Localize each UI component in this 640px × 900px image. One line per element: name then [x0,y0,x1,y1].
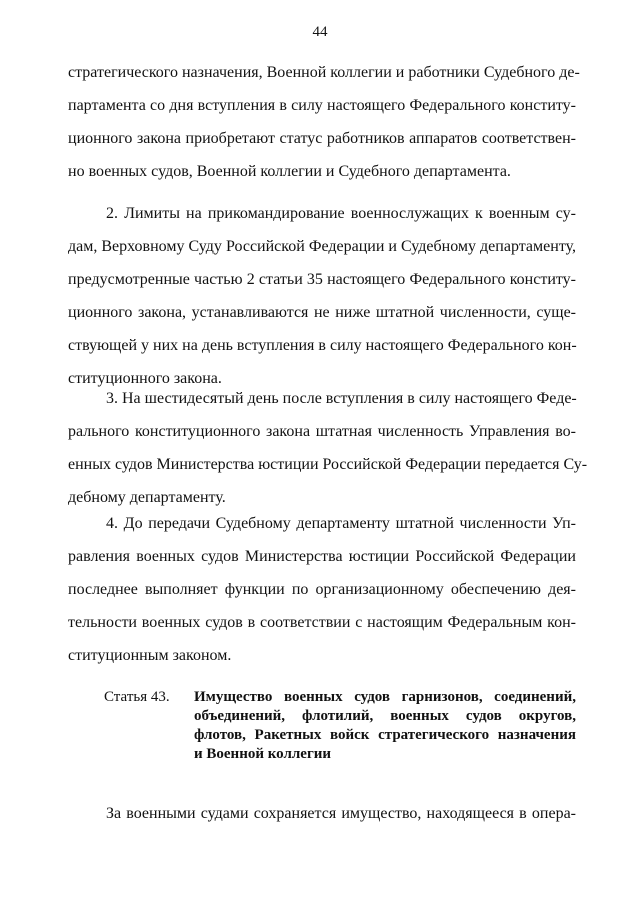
paragraph-line: енных судов Министерства юстиции Российской Федерации передается Су- [68,456,588,473]
paragraph-line: стратегического назначения, Военной коллегии и работники Судебного де- [68,64,580,81]
article-title-line: и Военной коллегии [194,746,332,762]
paragraph-line: дебному департаменту. [68,489,226,506]
paragraph-4 [68,507,576,672]
paragraph-5 [68,797,576,830]
article-title-line: флотов, Ракетных войск стратегического назначения [194,727,576,743]
paragraph-line: ституционным законом. [68,647,232,664]
paragraph-line: последнее выполняет функции по организационному обеспечению дея- [68,581,576,598]
paragraph-line: ционного закона приобретают статус работников аппаратов соответствен- [68,130,576,147]
paragraph-line: тельности военных судов в соответствии с настоящим Федеральным кон- [68,614,576,631]
page-number: 44 [312,24,328,40]
article-title-line: Имущество военных судов гарнизонов, соединений, [194,689,576,705]
paragraph-line: За военными судами сохраняется имущество, находящееся в опера- [106,805,576,822]
paragraph-line: ствующей у них на день вступления в силу настоящего Федерального кон- [68,337,577,354]
paragraph-line: 4. До передачи Судебному департаменту штатной численности Уп- [106,515,576,532]
paragraph-line: равления военных судов Министерства юстиции Российской Федерации [68,548,576,565]
paragraph-line: рального конституционного закона штатная численность Управления во- [68,423,576,440]
paragraph-line: ционного закона, устанавливаются не ниже штатной численности, суще- [68,304,576,321]
paragraph-line: партамента со дня вступления в силу настоящего Федерального конститу- [68,97,576,114]
article-title-line: объединений, флотилий, военных судов округов, [194,708,576,724]
paragraph-line: ституционного закона. [68,370,222,387]
paragraph-line: дам, Верховному Суду Российской Федерации и Судебному департаменту, [68,238,576,255]
article-title [194,688,576,764]
paragraph-line: 2. Лимиты на прикомандирование военнослужащих к военным су- [106,205,576,222]
paragraph-line: предусмотренные частью 2 статьи 35 настоящего Федерального конститу- [68,271,576,288]
paragraph-line: но военных судов, Военной коллегии и Судебного департамента. [68,163,511,180]
paragraph-2 [68,197,576,395]
article-label: Статья 43. [104,689,170,705]
paragraph-3 [68,382,588,514]
paragraph-1 [68,56,580,188]
paragraph-line: 3. На шестидесятый день после вступления в силу настоящего Феде- [106,390,577,407]
